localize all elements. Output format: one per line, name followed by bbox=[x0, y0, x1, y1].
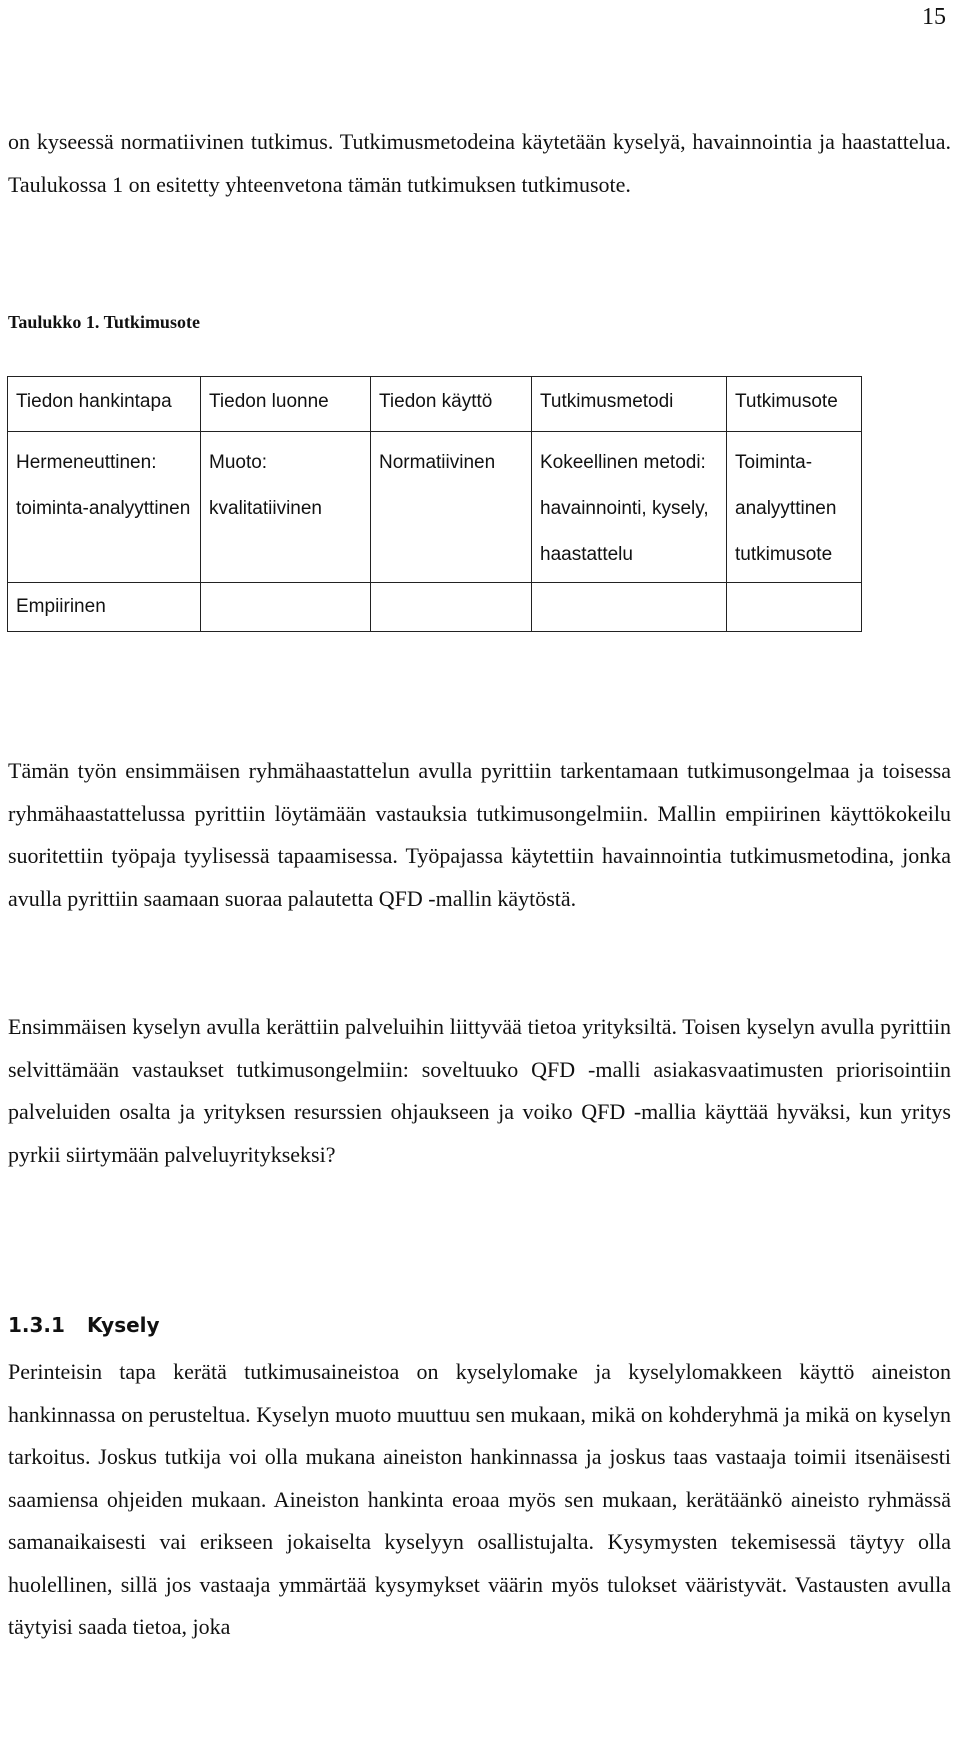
section-title: Kysely bbox=[86, 1313, 160, 1337]
table-cell: Empiirinen bbox=[8, 583, 201, 632]
table-cell bbox=[532, 583, 727, 632]
body-paragraph-2: Ensimmäisen kyselyn avulla kerättiin palveluihin liittyvää tietoa yrityksiltä. Toisen kyselyn avulla pyrittiin selvittämään vastaukset tutkimusongelmiin: soveltuuko QFD -malli asiakasvaatimusten priorisointiin palveluiden osalta ja yrityksen resurssien ohjaukseen ja voiko QFD -mallia käyttää hyväksi, kun yritys pyrkii siirtymään palveluyritykseksi? bbox=[8, 1014, 951, 1167]
table-cell: Kokeellinen metodi: havainnointi, kysely, haastattelu bbox=[532, 432, 727, 583]
section-number: 1.3.1 bbox=[8, 1313, 65, 1337]
body-paragraph-1: Tämän työn ensimmäisen ryhmähaastattelun avulla pyrittiin tarkentamaan tutkimusongelmaa ja toisessa ryhmähaastattelussa pyrittiin löytämään vastauksia tutkimusongelmiin. Mallin empiirinen käyttökokeilu suoritettiin työpaja tyylisessä tapaamisessa. Työpajassa käytettiin havainnointia tutkimusmetodina, jonka avulla pyrittiin saamaan suoraa palautetta QFD -mallin käytöstä. bbox=[8, 758, 951, 911]
section-heading bbox=[8, 1313, 160, 1337]
table-cell: Toiminta-analyyttinen tutkimusote bbox=[727, 432, 862, 583]
table-header-row bbox=[8, 377, 862, 432]
page-number: 15 bbox=[922, 4, 946, 30]
table-row bbox=[8, 583, 862, 632]
table-cell bbox=[371, 583, 532, 632]
table-cell: Normatiivinen bbox=[371, 432, 532, 583]
header-cell: Tutkimusote bbox=[727, 377, 862, 432]
research-approach-table bbox=[7, 376, 862, 632]
header-cell: Tutkimusmetodi bbox=[532, 377, 727, 432]
intro-paragraph: on kyseessä normatiivinen tutkimus. Tutkimusmetodeina käytetään kyselyä, havainnointia ja haastattelua. Taulukossa 1 on esitetty yhteenvetona tämän tutkimuksen tutkimusote. bbox=[8, 129, 951, 197]
table-caption: Taulukko 1. Tutkimusote bbox=[8, 312, 200, 332]
table-cell: Hermeneuttinen: toiminta-analyyttinen bbox=[8, 432, 201, 583]
header-cell: Tiedon luonne bbox=[201, 377, 371, 432]
table-cell: Muoto: kvalitatiivinen bbox=[201, 432, 371, 583]
header-cell: Tiedon hankintapa bbox=[8, 377, 201, 432]
body-paragraph-3: Perinteisin tapa kerätä tutkimusaineistoa on kyselylomake ja kyselylomakkeen käyttö aineiston hankinnassa on perusteltua. Kyselyn muoto muuttuu sen mukaan, mikä on kohderyhmä ja mikä on kyselyn tarkoitus. Joskus tutkija voi olla mukana aineiston hankinnassa ja joskus taas vastaaja toimii itsenäisesti saamiensa ohjeiden mukaan. Aineiston hankinta eroaa myös sen mukaan, kerätäänkö aineisto ryhmässä samanaikaisesti vai erikseen jokaiselta kyselyyn osallistujalta. Kysymysten tekemisessä täytyy olla huolellinen, sillä jos vastaaja ymmärtää kysymykset väärin myös tulokset vääristyvät. Vastausten avulla täytyisi saada tietoa, joka bbox=[8, 1359, 951, 1639]
table-cell bbox=[201, 583, 371, 632]
table-cell bbox=[727, 583, 862, 632]
table-row bbox=[8, 432, 862, 583]
header-cell: Tiedon käyttö bbox=[371, 377, 532, 432]
